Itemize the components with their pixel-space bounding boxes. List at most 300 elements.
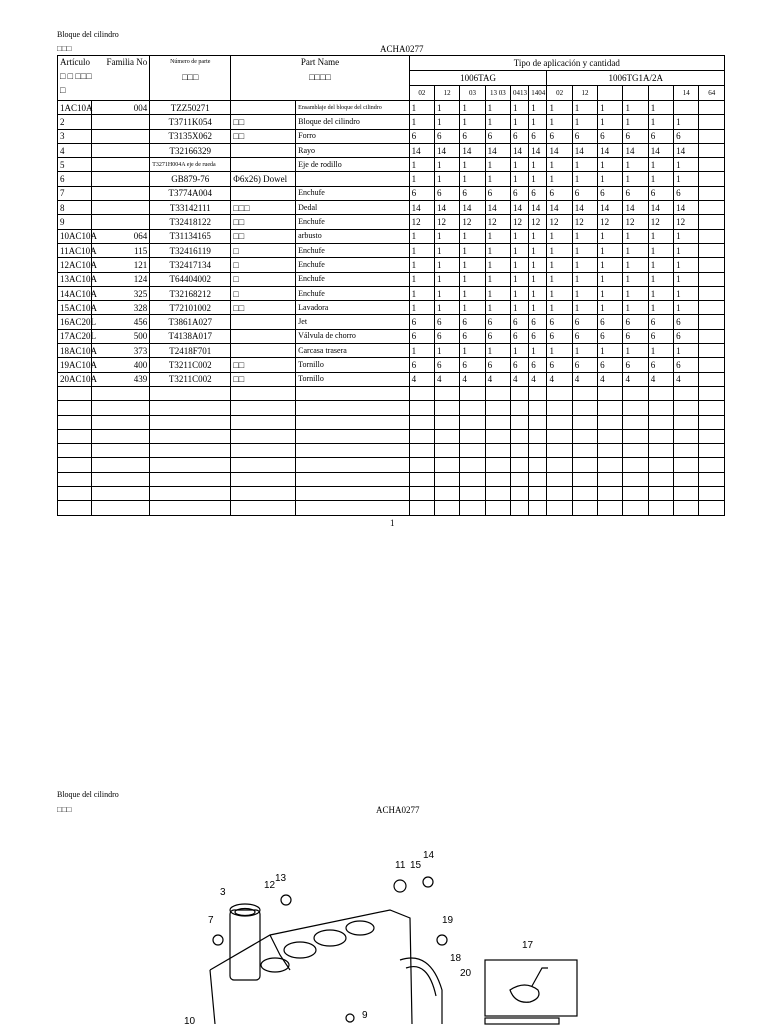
quantity-cell: 6 (460, 329, 485, 343)
quantity-cell: 6 (572, 358, 597, 372)
empty-cell (409, 386, 434, 400)
empty-cell (648, 415, 673, 429)
part-name-cell: Lavadora (296, 301, 410, 315)
quantity-cell: 6 (529, 315, 547, 329)
empty-cell (699, 487, 725, 501)
quantity-cell: 1 (510, 101, 528, 115)
glyph-title: □□□ (57, 44, 72, 53)
quantity-cell: 1 (460, 158, 485, 172)
quantity-cell: 14 (510, 201, 528, 215)
quantity-cell: 12 (648, 215, 673, 229)
empty-cell (510, 472, 528, 486)
empty-cell (699, 401, 725, 415)
empty-cell (435, 401, 460, 415)
item-cell: 20AC10A (58, 372, 92, 386)
empty-cell (435, 487, 460, 501)
callout-13: 13 (275, 873, 287, 884)
quantity-cell: 6 (510, 329, 528, 343)
empty-cell (485, 386, 510, 400)
quantity-cell: 1 (598, 258, 623, 272)
callout-20: 20 (460, 968, 472, 979)
quantity-cell: 6 (547, 329, 572, 343)
empty-cell (699, 458, 725, 472)
quantity-cell: 1 (623, 286, 648, 300)
quantity-cell: 1 (409, 158, 434, 172)
part-number-cell: T32417134 (150, 258, 231, 272)
part-name-cell: Dedal (296, 201, 410, 215)
empty-cell (623, 429, 648, 443)
item-cell: 12AC10A (58, 258, 92, 272)
empty-cell (598, 487, 623, 501)
quantity-cell: 6 (510, 186, 528, 200)
table-row (58, 301, 725, 315)
quantity-cell: 1 (674, 301, 699, 315)
quantity-cell (699, 172, 725, 186)
quantity-cell: 1 (460, 172, 485, 186)
part-number-cell: TZZ50271 (150, 101, 231, 115)
quantity-cell: 1 (409, 172, 434, 186)
quantity-cell: 1 (460, 243, 485, 257)
quantity-cell: 1 (674, 286, 699, 300)
quantity-cell: 14 (572, 201, 597, 215)
quantity-cell: 1 (547, 344, 572, 358)
quantity-cell: 1 (409, 344, 434, 358)
quantity-cell: 6 (460, 358, 485, 372)
quantity-cell: 4 (510, 372, 528, 386)
empty-cell (231, 487, 296, 501)
empty-cell (296, 472, 410, 486)
empty-cell (296, 501, 410, 515)
page-number: 1 (390, 518, 395, 528)
quantity-cell: 1 (435, 344, 460, 358)
empty-cell (674, 415, 699, 429)
quantity-cell: 1 (485, 286, 510, 300)
quantity-cell: 1 (547, 258, 572, 272)
quantity-cell: 1 (674, 172, 699, 186)
item-cell: 7 (58, 186, 92, 200)
quantity-cell: 14 (460, 143, 485, 157)
quantity-cell: 1 (623, 258, 648, 272)
quantity-cell: 1 (409, 101, 434, 115)
empty-cell (510, 401, 528, 415)
empty-cell (547, 386, 572, 400)
empty-cell (58, 401, 92, 415)
quantity-cell (699, 215, 725, 229)
empty-cell (529, 429, 547, 443)
empty-cell (572, 386, 597, 400)
quantity-cell: 1 (435, 272, 460, 286)
part-name-cell: Bloque del cilindro (296, 115, 410, 129)
quantity-cell: 6 (409, 329, 434, 343)
family-cell (92, 186, 150, 200)
subcol-header: 64 (699, 86, 725, 101)
part-name-cell: Enchufe (296, 243, 410, 257)
table-row (58, 115, 725, 129)
quantity-cell: 1 (598, 101, 623, 115)
family-cell: 400 (92, 358, 150, 372)
empty-cell (529, 472, 547, 486)
empty-cell (58, 386, 92, 400)
quantity-cell: 14 (623, 143, 648, 157)
empty-cell (547, 472, 572, 486)
cn-name-cell: □□ (231, 229, 296, 243)
quantity-cell: 14 (435, 201, 460, 215)
quantity-cell: 1 (648, 301, 673, 315)
item-cell: 5 (58, 158, 92, 172)
table-row (58, 358, 725, 372)
empty-cell (547, 429, 572, 443)
quantity-cell: 1 (572, 229, 597, 243)
table-row (58, 215, 725, 229)
quantity-cell: 1 (529, 301, 547, 315)
quantity-cell: 1 (460, 286, 485, 300)
table-row (58, 329, 725, 343)
quantity-cell (699, 101, 725, 115)
quantity-cell: 6 (623, 129, 648, 143)
family-cell: 456 (92, 315, 150, 329)
empty-row (58, 458, 725, 472)
part-name-cell: Tornillo (296, 372, 410, 386)
quantity-cell (699, 229, 725, 243)
cn-name-cell: □□ (231, 372, 296, 386)
empty-cell (547, 415, 572, 429)
quantity-cell: 4 (648, 372, 673, 386)
quantity-cell: 1 (409, 243, 434, 257)
empty-row (58, 415, 725, 429)
empty-cell (572, 444, 597, 458)
callout-17: 17 (522, 940, 534, 951)
part-number-cell: T31134165 (150, 229, 231, 243)
quantity-cell: 12 (435, 215, 460, 229)
part-number-cell: T3861A027 (150, 315, 231, 329)
empty-cell (485, 487, 510, 501)
empty-cell (623, 458, 648, 472)
quantity-cell: 1 (529, 243, 547, 257)
quantity-cell: 14 (485, 143, 510, 157)
part-number-cell: T32168212 (150, 286, 231, 300)
empty-cell (485, 501, 510, 515)
empty-cell (231, 415, 296, 429)
empty-cell (623, 501, 648, 515)
quantity-cell: 12 (409, 215, 434, 229)
empty-cell (92, 444, 150, 458)
quantity-cell: 6 (547, 315, 572, 329)
quantity-cell (699, 258, 725, 272)
empty-cell (409, 415, 434, 429)
quantity-cell: 6 (547, 358, 572, 372)
quantity-cell (699, 272, 725, 286)
quantity-cell: 6 (598, 186, 623, 200)
table-row (58, 286, 725, 300)
part-number-cell: T2418F701 (150, 344, 231, 358)
quantity-cell: 6 (485, 186, 510, 200)
quantity-cell: 6 (409, 129, 434, 143)
callout-11: 11 (395, 860, 406, 871)
callout-7: 7 (208, 915, 214, 926)
quantity-cell: 1 (648, 158, 673, 172)
part-number-cell: T33142111 (150, 201, 231, 215)
empty-cell (460, 458, 485, 472)
quantity-cell: 6 (435, 315, 460, 329)
quantity-cell: 1 (510, 243, 528, 257)
empty-cell (510, 458, 528, 472)
empty-cell (572, 458, 597, 472)
quantity-cell: 14 (674, 143, 699, 157)
subcol-header (623, 86, 648, 101)
quantity-cell: 4 (435, 372, 460, 386)
empty-cell (623, 487, 648, 501)
empty-cell (510, 487, 528, 501)
quantity-cell: 6 (529, 329, 547, 343)
quantity-cell: 1 (409, 229, 434, 243)
quantity-cell (699, 372, 725, 386)
empty-cell (547, 458, 572, 472)
quantity-cell: 1 (598, 229, 623, 243)
quantity-cell: 6 (435, 186, 460, 200)
quantity-cell: 1 (623, 301, 648, 315)
empty-cell (485, 458, 510, 472)
part-number-cell: T3271H004A eje de rueda (150, 158, 231, 172)
family-cell (92, 201, 150, 215)
quantity-cell (699, 243, 725, 257)
empty-cell (699, 429, 725, 443)
empty-cell (435, 444, 460, 458)
part-number-cell: GB879-76 (150, 172, 231, 186)
part-number-cell: T4138A017 (150, 329, 231, 343)
item-cell: 2 (58, 115, 92, 129)
empty-cell (150, 458, 231, 472)
empty-cell (623, 386, 648, 400)
quantity-cell: 1 (485, 101, 510, 115)
quantity-cell: 1 (572, 272, 597, 286)
item-cell: 6 (58, 172, 92, 186)
quantity-cell: 1 (648, 229, 673, 243)
empty-cell (58, 429, 92, 443)
empty-cell (529, 444, 547, 458)
quantity-cell: 1 (510, 115, 528, 129)
empty-cell (598, 401, 623, 415)
empty-cell (58, 487, 92, 501)
part-number-cell: T64404002 (150, 272, 231, 286)
subcol-header: 02 (547, 86, 572, 101)
quantity-cell: 1 (460, 344, 485, 358)
empty-cell (409, 487, 434, 501)
quantity-cell: 12 (547, 215, 572, 229)
empty-cell (231, 429, 296, 443)
callout-14: 14 (423, 850, 435, 861)
quantity-cell: 1 (547, 172, 572, 186)
empty-cell (510, 415, 528, 429)
empty-cell (572, 401, 597, 415)
quantity-cell: 6 (598, 129, 623, 143)
empty-cell (231, 472, 296, 486)
empty-cell (150, 415, 231, 429)
quantity-cell: 14 (598, 143, 623, 157)
quantity-cell: 6 (435, 129, 460, 143)
quantity-cell: 6 (598, 329, 623, 343)
quantity-cell: 1 (674, 158, 699, 172)
empty-cell (674, 487, 699, 501)
subcol-header: 0413 (510, 86, 528, 101)
quantity-cell: 6 (623, 329, 648, 343)
quantity-cell: 4 (529, 372, 547, 386)
empty-cell (547, 501, 572, 515)
empty-cell (485, 472, 510, 486)
header-part-name: Part Name □□□□ (231, 56, 409, 101)
quantity-cell: 4 (485, 372, 510, 386)
cn-name-cell: □ (231, 286, 296, 300)
quantity-cell: 1 (547, 243, 572, 257)
quantity-cell (699, 286, 725, 300)
quantity-cell: 12 (529, 215, 547, 229)
empty-cell (623, 401, 648, 415)
quantity-cell: 1 (598, 115, 623, 129)
quantity-cell: 1 (648, 101, 673, 115)
quantity-cell: 14 (435, 143, 460, 157)
part-number-cell: T3711K054 (150, 115, 231, 129)
quantity-cell (699, 129, 725, 143)
quantity-cell: 12 (598, 215, 623, 229)
part-name-cell: Enchufe (296, 286, 410, 300)
part-number-cell: T32418122 (150, 215, 231, 229)
empty-cell (648, 501, 673, 515)
empty-cell (150, 472, 231, 486)
quantity-cell: 1 (623, 344, 648, 358)
quantity-cell: 1 (547, 115, 572, 129)
family-cell (92, 215, 150, 229)
quantity-cell: 6 (572, 315, 597, 329)
quantity-cell: 1 (435, 286, 460, 300)
empty-cell (296, 429, 410, 443)
subcol-header: 02 (409, 86, 434, 101)
item-cell: 18AC10A (58, 344, 92, 358)
quantity-cell: 1 (435, 258, 460, 272)
quantity-cell: 6 (435, 329, 460, 343)
empty-cell (572, 429, 597, 443)
cn-name-cell: Φ6x26) Dowel (231, 172, 296, 186)
header-part-number: Número de parte □□□ (150, 56, 231, 101)
quantity-cell: 1 (547, 286, 572, 300)
part-name-cell: Enchufe (296, 215, 410, 229)
quantity-cell (699, 358, 725, 372)
quantity-cell: 1 (547, 301, 572, 315)
item-cell: 15AC10A (58, 301, 92, 315)
quantity-cell: 1 (623, 172, 648, 186)
empty-cell (150, 444, 231, 458)
quantity-cell: 14 (529, 201, 547, 215)
empty-cell (648, 386, 673, 400)
item-cell: 4 (58, 143, 92, 157)
engine-block-diagram (180, 840, 600, 1027)
family-cell: 004 (92, 101, 150, 115)
empty-cell (648, 401, 673, 415)
empty-cell (296, 444, 410, 458)
table-row (58, 143, 725, 157)
quantity-cell: 6 (648, 129, 673, 143)
empty-cell (547, 487, 572, 501)
empty-row (58, 487, 725, 501)
quantity-cell: 12 (510, 215, 528, 229)
quantity-cell: 1 (598, 301, 623, 315)
cn-name-cell (231, 315, 296, 329)
cn-name-cell: □□ (231, 301, 296, 315)
part-name-cell: Ensamblaje del bloque del cilindro (296, 101, 410, 115)
empty-cell (409, 401, 434, 415)
quantity-cell: 14 (598, 201, 623, 215)
family-cell (92, 143, 150, 157)
empty-cell (460, 415, 485, 429)
family-cell: 121 (92, 258, 150, 272)
empty-cell (572, 487, 597, 501)
quantity-cell: 1 (460, 272, 485, 286)
quantity-cell: 6 (485, 329, 510, 343)
quantity-cell: 1 (485, 115, 510, 129)
family-cell: 124 (92, 272, 150, 286)
table-row (58, 129, 725, 143)
family-cell: 373 (92, 344, 150, 358)
callout-10: 10 (184, 1016, 196, 1027)
quantity-cell: 6 (485, 129, 510, 143)
item-cell: 17AC20L (58, 329, 92, 343)
empty-cell (435, 472, 460, 486)
empty-cell (598, 386, 623, 400)
quantity-cell (699, 158, 725, 172)
quantity-cell: 1 (598, 286, 623, 300)
quantity-cell: 12 (572, 215, 597, 229)
empty-cell (231, 444, 296, 458)
quantity-cell: 1 (435, 115, 460, 129)
quantity-cell: 1 (598, 344, 623, 358)
quantity-cell: 6 (409, 315, 434, 329)
empty-row (58, 472, 725, 486)
quantity-cell: 14 (572, 143, 597, 157)
quantity-cell: 1 (623, 272, 648, 286)
quantity-cell: 12 (623, 215, 648, 229)
quantity-cell: 1 (623, 243, 648, 257)
part-name-cell (296, 172, 410, 186)
family-cell (92, 115, 150, 129)
quantity-cell: 1 (409, 286, 434, 300)
empty-cell (598, 429, 623, 443)
empty-cell (92, 487, 150, 501)
empty-cell (510, 429, 528, 443)
family-cell: 328 (92, 301, 150, 315)
cn-name-cell (231, 186, 296, 200)
quantity-cell: 12 (460, 215, 485, 229)
quantity-cell: 1 (598, 158, 623, 172)
family-cell: 115 (92, 243, 150, 257)
table-row (58, 186, 725, 200)
quantity-cell (674, 101, 699, 115)
quantity-cell: 1 (409, 258, 434, 272)
quantity-cell: 1 (572, 344, 597, 358)
quantity-cell: 1 (648, 172, 673, 186)
quantity-cell: 1 (547, 101, 572, 115)
empty-cell (460, 401, 485, 415)
empty-cell (296, 458, 410, 472)
quantity-cell: 1 (529, 344, 547, 358)
quantity-cell: 1 (460, 301, 485, 315)
quantity-cell: 1 (572, 172, 597, 186)
quantity-cell: 6 (572, 129, 597, 143)
quantity-cell: 1 (460, 229, 485, 243)
quantity-cell: 1 (572, 101, 597, 115)
table-row (58, 344, 725, 358)
item-cell: 14AC10A (58, 286, 92, 300)
quantity-cell: 6 (572, 186, 597, 200)
part-number-cell: T32416119 (150, 243, 231, 257)
quantity-cell: 1 (648, 272, 673, 286)
